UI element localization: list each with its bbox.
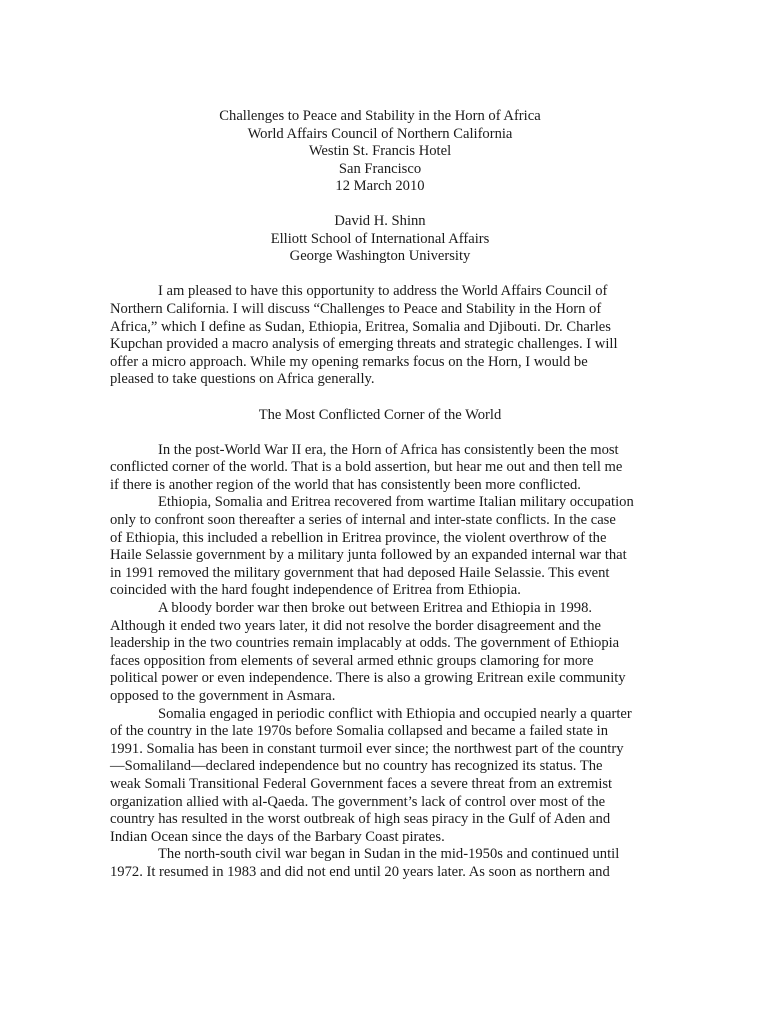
body-paragraph-3 <box>110 600 650 706</box>
document-header <box>110 108 650 196</box>
body-paragraph-4 <box>110 706 650 847</box>
paragraph-line: Ethiopia, Somalia and Eritrea recovered from wartime Italian military occupation <box>158 494 634 511</box>
paragraph-line: conflicted corner of the world. That is a bold assertion, but hear me out and then tell me <box>110 459 623 476</box>
document-page <box>110 108 650 882</box>
paragraph-line: only to confront soon thereafter a series of internal and inter-state conflicts. In the case <box>110 512 616 529</box>
paragraph-line: if there is another region of the world that has consistently been more conflicted. <box>110 476 581 493</box>
author-school: Elliott School of International Affairs <box>270 230 490 247</box>
paragraph-line: Kupchan provided a macro analysis of emerging threats and strategic challenges. I will <box>110 336 618 353</box>
paragraph-line: 1991. Somalia has been in constant turmoil ever since; the northwest part of the country <box>110 740 624 757</box>
document-title: Challenges to Peace and Stability in the Horn of Africa <box>219 108 541 124</box>
paragraph-line: opposed to the government in Asmara. <box>110 688 336 704</box>
paragraph-line: faces opposition from elements of several armed ethnic groups clamoring for more <box>110 652 594 669</box>
paragraph-line: coincided with the hard fought independence of Eritrea from Ethiopia. <box>110 582 521 599</box>
paragraph-line: 1972. It resumed in 1983 and did not end until 20 years later. As soon as northern and <box>110 863 610 880</box>
author-university: George Washington University <box>289 248 471 265</box>
date: 12 March 2010 <box>335 178 425 195</box>
paragraph-line: I am pleased to have this opportunity to address the World Affairs Council of <box>158 283 608 300</box>
paragraph-line: Somalia engaged in periodic conflict with Ethiopia and occupied nearly a quarter <box>158 705 632 722</box>
paragraph-line: Northern California. I will discuss “Challenges to Peace and Stability in the Horn of <box>110 300 602 317</box>
venue: Westin St. Francis Hotel <box>308 143 452 160</box>
paragraph-line: Although it ended two years later, it did not resolve the border disagreement and the <box>110 617 601 634</box>
paragraph-line: country has resulted in the worst outbreak of high seas piracy in the Gulf of Aden and <box>110 811 611 828</box>
paragraph-line: Indian Ocean since the days of the Barbary Coast pirates. <box>110 828 445 845</box>
paragraph-line: offer a micro approach. While my opening remarks focus on the Horn, I would be <box>110 353 588 370</box>
paragraph-line: in 1991 removed the military government that had deposed Haile Selassie. This event <box>110 564 610 581</box>
author-block <box>110 213 650 266</box>
body-paragraph-2 <box>110 494 650 600</box>
section-heading: The Most Conflicted Corner of the World <box>258 406 502 423</box>
body-paragraph-5 <box>110 846 650 881</box>
host-organization: World Affairs Council of Northern California <box>247 125 513 142</box>
paragraph-line: The north-south civil war began in Sudan in the mid-1950s and continued until <box>158 846 620 863</box>
author-name: David H. Shinn <box>334 212 426 229</box>
paragraph-line: A bloody border war then broke out between Eritrea and Ethiopia in 1998. <box>158 600 593 617</box>
paragraph-line: leadership in the two countries remain implacably at odds. The government of Ethiopia <box>110 635 620 652</box>
paragraph-line: Africa,” which I define as Sudan, Ethiopia, Eritrea, Somalia and Djibouti. Dr. Charles <box>110 318 611 335</box>
paragraph-line: —Somaliland—declared independence but no country has recognized its status. The <box>110 758 603 775</box>
paragraph-line: of Ethiopia, this included a rebellion in Eritrea province, the violent overthrow of the <box>110 529 607 546</box>
body-paragraph-1 <box>110 442 650 495</box>
paragraph-line: weak Somali Transitional Federal Government faces a severe threat from an extremist <box>110 775 613 792</box>
paragraph-line: pleased to take questions on Africa generally. <box>110 371 375 388</box>
paragraph-line: political power or even independence. There is also a growing Eritrean exile community <box>110 670 626 687</box>
paragraph-line: In the post-World War II era, the Horn of Africa has consistently been the most <box>158 441 619 458</box>
paragraph-line: Haile Selassie government by a military junta followed by an expanded internal war that <box>110 547 627 564</box>
paragraph-line: of the country in the late 1970s before Somalia collapsed and became a failed state in <box>110 723 609 740</box>
city: San Francisco <box>338 160 422 177</box>
paragraph-line: organization allied with al-Qaeda. The government’s lack of control over most of the <box>110 793 606 810</box>
intro-paragraph <box>110 283 650 389</box>
